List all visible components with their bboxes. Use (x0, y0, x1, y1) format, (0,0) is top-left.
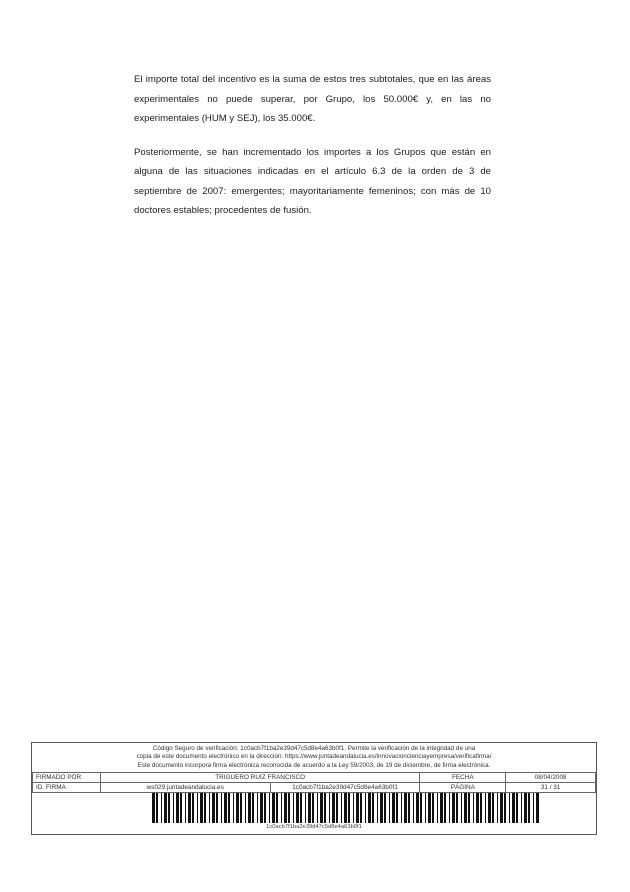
barcode-bar (281, 793, 282, 823)
barcode-bar (252, 793, 254, 823)
barcode-bar (224, 793, 227, 823)
barcode-bar (236, 793, 239, 823)
barcode-bar (240, 793, 242, 823)
barcode-bar (509, 793, 510, 823)
barcode-bar (468, 793, 470, 823)
note-line[interactable]: copia de este documento electrónico en la dirección: https://www.juntadeandalucia.es/innovacioncienciayempresa/verificafirma/ (136, 753, 492, 761)
barcode-bar (216, 793, 218, 823)
barcode-bar (296, 793, 299, 823)
date-value: 08/04/2008 (506, 773, 596, 783)
barcode-bar (233, 793, 234, 823)
barcode-bar (308, 793, 311, 823)
barcode-bar (188, 793, 191, 823)
barcode-bar (260, 793, 263, 823)
barcode-bar (317, 793, 318, 823)
date-label: FECHA (420, 773, 506, 783)
barcode-bar (204, 793, 206, 823)
barcode-bar (533, 793, 534, 823)
paragraph: Posteriormente, se han incrementado los importes a los Grupos que están en alguna de las situaciones indicadas en el artículo 6.3 de la orden de 3 de septiembre de 2007: emergentes; mayoritariamente femeninos; con más de 10 doctores estables; procedentes de fusión. (134, 146, 491, 216)
barcode-bar (449, 793, 450, 823)
barcode-bar (360, 793, 362, 823)
barcode-bar (452, 793, 455, 823)
barcode-bar (485, 793, 486, 823)
signer-name: TRIGUERO RUIZ FRANCISCO (100, 773, 419, 783)
barcode-bar (372, 793, 374, 823)
barcode-bar (248, 793, 251, 823)
barcode-bar (192, 793, 194, 823)
barcode-bar (365, 793, 366, 823)
barcode-bar (332, 793, 335, 823)
barcode-bar (276, 793, 278, 823)
barcode-bar (221, 793, 222, 823)
barcode-bar (168, 793, 170, 823)
barcode-bar (228, 793, 230, 823)
barcode-bar (152, 793, 155, 823)
note-line: Código Seguro de verificación: 1c0acb7f1ba2e39d47c5d8e4a63b0f1. Permite la verificación de la integridad de una (152, 745, 476, 752)
barcode-bar (269, 793, 270, 823)
paragraph: El importe total del incentivo es la suma de estos tres subtotales, que en las áreas experimentales no puede superar, por Grupo, los 50.000€ y, en las no experimentales (HUM y SEJ), los 35.000€. (134, 74, 491, 124)
barcode-bar (392, 793, 395, 823)
page-label: PÁGINA (420, 783, 506, 793)
barcode-bar (185, 793, 186, 823)
barcode (152, 793, 542, 823)
barcode-bar (432, 793, 434, 823)
barcode-bar (284, 793, 287, 823)
barcode-bar (396, 793, 398, 823)
barcode-bar (200, 793, 203, 823)
barcode-bar (209, 793, 210, 823)
barcode-bar (384, 793, 386, 823)
signature-code: 1c0acb7f1ba2e39d47c5d8e4a63b0f1 (270, 783, 420, 793)
signature-id-row (33, 783, 596, 793)
barcode-bar (536, 793, 539, 823)
barcode-bar (444, 793, 446, 823)
barcode-bar (324, 793, 326, 823)
signature-verification-box (31, 742, 597, 835)
barcode-bar (288, 793, 290, 823)
barcode-bar (176, 793, 179, 823)
barcode-bar (212, 793, 215, 823)
barcode-bar (180, 793, 182, 823)
page-value: 31 / 31 (506, 783, 596, 793)
barcode-bar (524, 793, 527, 823)
barcode-bar (413, 793, 414, 823)
barcode-bar (404, 793, 407, 823)
barcode-bar (368, 793, 371, 823)
signature-table (32, 772, 596, 793)
barcode-bar (344, 793, 347, 823)
barcode-bar (245, 793, 246, 823)
barcode-bar (272, 793, 275, 823)
barcode-bar (353, 793, 354, 823)
barcode-bar (293, 793, 294, 823)
barcode-bar (528, 793, 530, 823)
barcode-bar (164, 793, 167, 823)
barcode-bar (161, 793, 162, 823)
barcode-bar (305, 793, 306, 823)
signature-id-label: ID. FIRMA (33, 783, 101, 793)
barcode-bar (329, 793, 330, 823)
barcode-bar (416, 793, 419, 823)
barcode-bar (425, 793, 426, 823)
barcode-bar (320, 793, 323, 823)
barcode-bar (512, 793, 515, 823)
barcode-bar (504, 793, 506, 823)
barcode-bar (521, 793, 522, 823)
barcode-bar (464, 793, 467, 823)
barcode-bar (420, 793, 422, 823)
barcode-bar (348, 793, 350, 823)
barcode-text: 1c0acb7f1ba2e39d47c5d8e4a63b0f1 (266, 824, 362, 830)
barcode-bar (440, 793, 443, 823)
signed-by-row (33, 773, 596, 783)
barcode-bar (401, 793, 402, 823)
barcode-bar (264, 793, 266, 823)
verification-note (32, 745, 596, 770)
signature-host: ws029.juntadeandalucia.es (100, 783, 270, 793)
note-line: Este documento incorpora firma electrónica reconocida de acuerdo a la Ley 59/2003, de 19 de diciembre, de firma electrónica. (137, 761, 491, 769)
barcode-bar (500, 793, 503, 823)
barcode-bar (437, 793, 438, 823)
barcode-bar (476, 793, 479, 823)
barcode-bar (492, 793, 494, 823)
signed-by-label: FIRMADO POR (33, 773, 101, 783)
barcode-bar (197, 793, 198, 823)
barcode-bar (300, 793, 302, 823)
barcode-bar (336, 793, 338, 823)
barcode-bar (408, 793, 410, 823)
barcode-bar (488, 793, 491, 823)
barcode-bar (480, 793, 482, 823)
barcode-bar (428, 793, 431, 823)
barcode-bar (156, 793, 158, 823)
barcode-bar (356, 793, 359, 823)
barcode-bar (497, 793, 498, 823)
barcode-bar (257, 793, 258, 823)
barcode-bar (461, 793, 462, 823)
barcode-bar (389, 793, 390, 823)
barcode-bar (473, 793, 474, 823)
barcode-bar (341, 793, 342, 823)
barcode-bar (380, 793, 383, 823)
barcode-bar (173, 793, 174, 823)
barcode-bar (377, 793, 378, 823)
document-body (134, 70, 491, 235)
barcode-bar (312, 793, 314, 823)
barcode-bar (456, 793, 458, 823)
barcode-bar (516, 793, 518, 823)
